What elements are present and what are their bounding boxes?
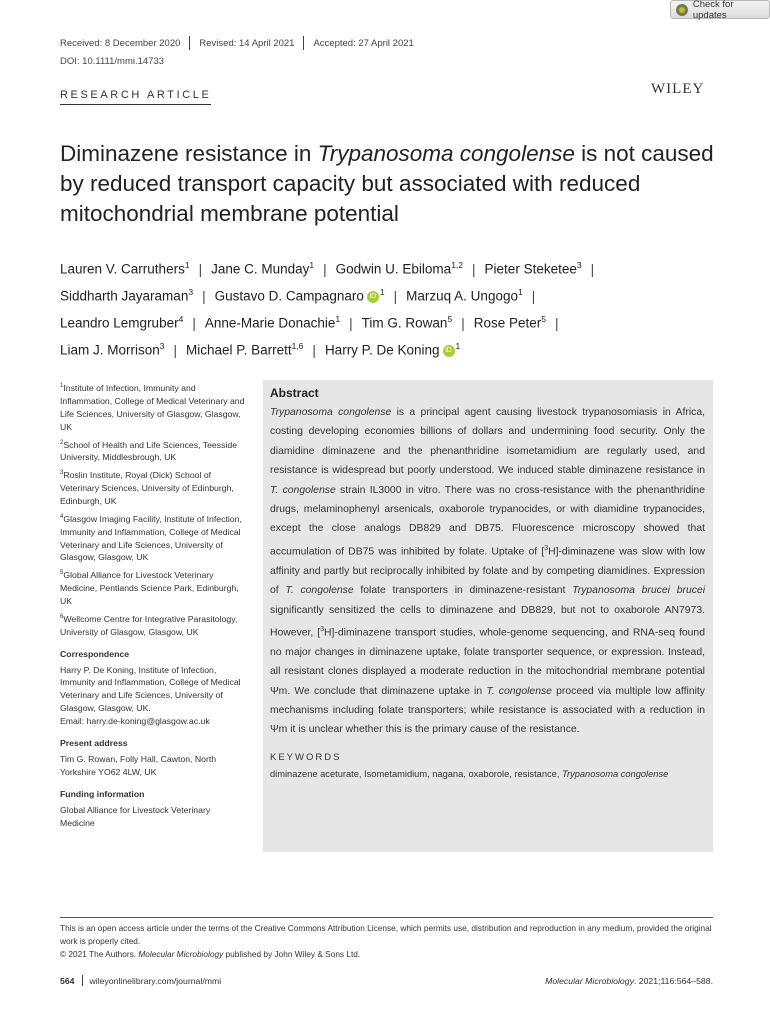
affiliation-list [60, 380, 245, 639]
keyword-species: Trypanosoma congolense [561, 768, 669, 779]
affiliation-text: Institute of Infection, Immunity and Inflammation, College of Medical Veterinary and Life Sciences, University of Glasgow, Glasgow, UK [60, 382, 245, 432]
author-name[interactable]: Godwin U. Ebiloma [335, 261, 452, 277]
abstract-species: T. congolense [486, 685, 552, 697]
author-name[interactable]: Rose Peter [473, 315, 542, 331]
page-footer [60, 975, 713, 986]
author-separator: | [472, 261, 476, 277]
copyright-text: © 2021 The Authors. [60, 949, 139, 960]
author-name[interactable]: Gustavo D. Campagnaro [214, 288, 364, 304]
footer-rule [60, 917, 713, 918]
affiliation-number: 6 [60, 613, 64, 620]
abstract-sentence: is a principal agent causing livestock trypanosomiasis in Africa, costing developing economies billions of dollars and undermining food security. Only the diamidine diminazene and the phenanthridine isometamidium are regularly used, and resistance is widespread but poorly understood. We induced stable diminazene resistance in [270, 407, 705, 477]
divider [303, 36, 304, 50]
abstract-species: T. congolense [270, 484, 336, 496]
abstract-sentence: significantly sensitized the cells to diminazene and DB829, but not to oxaborole AN7973. However, [ [270, 604, 705, 639]
author-name[interactable]: Michael P. Barrett [186, 342, 292, 358]
title-text: Diminazene resistance in [60, 141, 318, 166]
affiliation-number: 2 [60, 439, 64, 446]
correspondence-text [60, 664, 245, 729]
abstract-superscript: 3 [544, 544, 549, 552]
author-name[interactable]: Siddharth Jayaraman [60, 288, 189, 304]
funding-heading: Funding information [60, 788, 145, 799]
publisher-logo: WILEY [651, 81, 705, 97]
check-for-updates-label: Check for updates [692, 0, 734, 21]
author-separator: | [393, 288, 398, 304]
title-text: is not caused by reduced transport capacity but associated with reduced mitochondrial membrane potential [60, 141, 714, 226]
affiliation [60, 437, 245, 465]
author-name[interactable]: Liam J. Morrison [60, 342, 160, 358]
abstract-sentence: proceed via multiple low affinity mechanisms including folate transporters; while resistance is associated with a reduction in Ψm it is unclear whether this is the primary cause of the resistance. [270, 685, 705, 736]
author-affiliation-mark: 1 [335, 314, 341, 324]
author-separator: | [202, 288, 206, 304]
affiliation [60, 567, 245, 608]
author-affiliation-mark: 3 [576, 260, 582, 270]
present-address-text: Tim G. Rowan, Folly Hall, Cawton, North Yorkshire YO62 4LW, UK [60, 754, 217, 777]
author-affiliation-mark: 1,6 [291, 341, 304, 351]
divider [189, 36, 190, 50]
present-address-heading: Present address [60, 738, 128, 749]
author-separator: | [198, 261, 203, 277]
journal-name: Molecular Microbiology [545, 975, 634, 986]
copyright-line [60, 948, 713, 961]
author-affiliation-mark: 1 [517, 287, 523, 297]
affiliation-number: 4 [60, 513, 64, 520]
open-access-note [60, 922, 713, 962]
copyright-journal: Molecular Microbiology [138, 949, 224, 960]
author-affiliation-mark: 1 [184, 260, 190, 270]
abstract-species: T. congolense [285, 585, 354, 597]
correspondence-address: Harry P. De Koning, Institute of Infection, Immunity and Inflammation, College of Medical Veterinary and Life Sciences, University of Glasgow, Glasgow, UK. [60, 664, 241, 714]
author-affiliation-mark: 5 [447, 314, 453, 324]
author-name[interactable]: Lauren V. Carruthers [60, 261, 185, 277]
affiliations-column [60, 380, 245, 833]
author-list [60, 254, 730, 362]
author-name[interactable]: Tim G. Rowan [361, 315, 448, 331]
abstract-heading: Abstract [270, 386, 319, 400]
affiliation-text: Wellcome Centre for Integrative Parasitology, University of Glasgow, Glasgow, UK [60, 613, 238, 637]
abstract-sentence: H]-diminazene transport studies, whole-genome sequencing, and RNA-seq found no major changes in diminazene uptake, folate transporter sequence, or expression. Instead, all resistant clones displayed a moderate reduction in the mitochondrial membrane potential Ψm. We conclude that diminazene uptake in [270, 627, 705, 697]
orcid-icon[interactable]: iD [367, 291, 379, 303]
abstract-sentence: folate transporters in diminazene-resistant [353, 585, 573, 597]
correspondence-email[interactable]: Email: harry.de-koning@glasgow.ac.uk [60, 716, 210, 727]
title-species: Trypanosoma congolense [317, 141, 575, 166]
journal-url[interactable]: wileyonlinelibrary.com/journal/mmi [89, 975, 222, 986]
author-affiliation-mark: 4 [178, 314, 184, 324]
article-title [60, 139, 720, 229]
author-name[interactable]: Jane C. Munday [211, 261, 310, 277]
abstract-superscript: 3 [320, 625, 325, 633]
keywords-heading: KEYWORDS [270, 751, 342, 763]
author-separator: | [173, 342, 178, 358]
correspondence-heading: Correspondence [60, 648, 130, 659]
accepted-date: Accepted: 27 April 2021 [313, 37, 414, 49]
update-badge-icon [676, 4, 688, 16]
abstract-sentence: strain IL3000 in vitro. There was no cross-resistance with the phenanthridine drugs, melaminophenyl arsenicals, oxaborole trypanocides, or with diamidine trypanocides, except the close analogs DB829 and DB75. Fluorescence microscopy showed that accumulation of DB75 was inhibited by folate. Uptake of [ [270, 484, 705, 558]
affiliation-text: Glasgow Imaging Facility, Institute of Infection, Immunity and Inflammation, College of Medical Veterinary and Life Sciences, University of Glasgow, Glasgow, UK [60, 513, 242, 563]
affiliation [60, 380, 245, 434]
revised-date: Revised: 14 April 2021 [199, 37, 295, 49]
author-affiliation-mark: 3 [159, 341, 165, 351]
author-name[interactable]: Marzuq A. Ungogo [406, 288, 518, 304]
journal-citation [545, 976, 713, 986]
author-affiliation-mark: 1 [455, 341, 461, 351]
author-separator: | [312, 342, 316, 358]
affiliation-text: Roslin Institute, Royal (Dick) School of Veterinary Sciences, University of Edinburgh, Edinburgh, UK [60, 470, 234, 506]
affiliation-text: School of Health and Life Sciences, Teesside University, Middlesbrough, UK [60, 439, 238, 463]
copyright-text: published by John Wiley & Sons Ltd. [223, 949, 361, 960]
abstract-text [270, 403, 705, 740]
license-text: This is an open access article under the terms of the Creative Commons Attribution License, which permits use, distribution and reproduction in any medium, provided the original work is properly cited. [60, 923, 712, 947]
affiliation-number: 1 [60, 383, 64, 389]
affiliation [60, 511, 245, 565]
author-affiliation-mark: 1,2 [451, 260, 464, 270]
author-separator: | [192, 315, 196, 331]
author-name[interactable]: Leandro Lemgruber [60, 315, 179, 331]
keywords-text: diminazene aceturate, Isometamidium, nagana, oxaborole, resistance, [270, 768, 562, 779]
author-separator: | [323, 261, 327, 277]
article-type: RESEARCH ARTICLE [60, 89, 211, 105]
abstract-box [263, 380, 713, 852]
author-affiliation-mark: 3 [188, 287, 194, 297]
author-name[interactable]: Harry P. De Koning [324, 342, 440, 358]
author-separator: | [349, 315, 353, 331]
author-affiliation-mark: 1 [309, 260, 315, 270]
abstract-species: Trypanosoma congolense [270, 407, 392, 418]
author-separator: | [461, 315, 465, 331]
affiliation-number: 5 [60, 570, 64, 577]
author-name[interactable]: Pieter Steketee [484, 261, 577, 277]
affiliation [60, 467, 245, 508]
abstract-species: Trypanosoma brucei brucei [572, 585, 705, 597]
keywords-list [270, 769, 705, 779]
received-date: Received: 8 December 2020 [60, 37, 181, 49]
funding-text: Global Alliance for Livestock Veterinary Medicine [60, 804, 211, 828]
author-affiliation-mark: 5 [541, 314, 546, 324]
author-separator: | [531, 288, 536, 304]
author-affiliation-mark: 1 [379, 287, 385, 297]
author-name[interactable]: Anne-Marie Donachie [204, 315, 336, 331]
affiliation-text: Global Alliance for Livestock Veterinary Medicine, Pentlands Science Park, Edinburgh, UK [60, 570, 239, 607]
divider [82, 975, 83, 986]
author-separator: | [590, 261, 595, 277]
doi[interactable]: DOI: 10.1111/mmi.14733 [60, 56, 165, 67]
affiliation [60, 611, 245, 639]
abstract-sentence: H]-diminazene was slow with low affinity and partly but reciprocally inhibited by folate and by competing diamidines. Expression of [270, 546, 705, 597]
author-separator: | [554, 315, 559, 331]
article-dates [60, 36, 414, 50]
orcid-icon[interactable]: iD [443, 345, 455, 357]
check-for-updates-button[interactable] [670, 0, 770, 19]
page-number: 564 [60, 975, 75, 986]
citation-text: . 2021;116:564–588. [633, 975, 713, 986]
affiliation-number: 3 [60, 470, 64, 477]
